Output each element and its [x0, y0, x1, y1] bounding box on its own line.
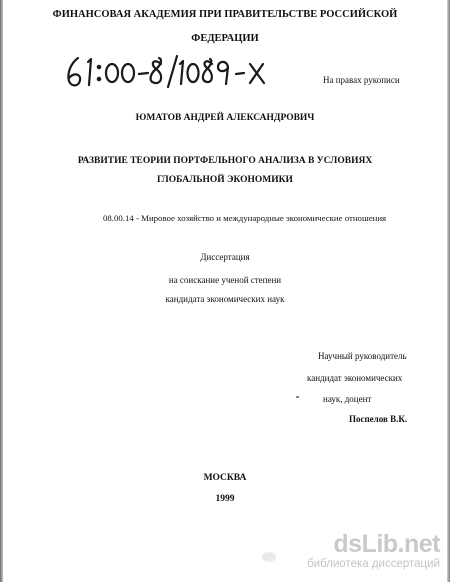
supervisor-degree: кандидат экономических [307, 373, 403, 383]
handwritten-catalog-code [64, 54, 274, 88]
specialty-code: 08.00.14 - Мировое хозяйство и международные экономические отношения [103, 213, 387, 223]
year: 1999 [215, 494, 235, 504]
manuscript-rights-note: На правах рукописи [323, 75, 400, 85]
dissertation-label: Диссертация [200, 252, 250, 262]
dissertation-title-line1: РАЗВИТИЕ ТЕОРИИ ПОРТФЕЛЬНОГО АНАЛИЗА В УСЛОВИЯХ [77, 156, 373, 166]
institution-header-line1: ФИНАНСОВАЯ АКАДЕМИЯ ПРИ ПРАВИТЕЛЬСТВЕ РОССИЙСКОЙ [52, 9, 398, 20]
institution-header-line2: ФЕДЕРАЦИИ [191, 33, 259, 44]
city: МОСКВА [203, 473, 247, 483]
watermark [250, 530, 442, 576]
supervisor-label: Научный руководитель [318, 351, 407, 361]
author-name: ЮМАТОВ АНДРЕЙ АЛЕКСАНДРОВИЧ [135, 113, 315, 123]
degree-line: на соискание ученой степени [168, 275, 282, 285]
watermark-tagline: библиотека диссертаций [307, 558, 440, 570]
degree-field: кандидата экономических наук [165, 294, 285, 304]
dissertation-title-line2: ГЛОБАЛЬНОЙ ЭКОНОМИКИ [157, 175, 293, 185]
supervisor-title: наук, доцент [323, 394, 372, 404]
supervisor-name: Поспелов В.К. [349, 414, 408, 424]
scan-speck [296, 396, 299, 398]
watermark-logo-text: dsLib.net [333, 530, 440, 558]
